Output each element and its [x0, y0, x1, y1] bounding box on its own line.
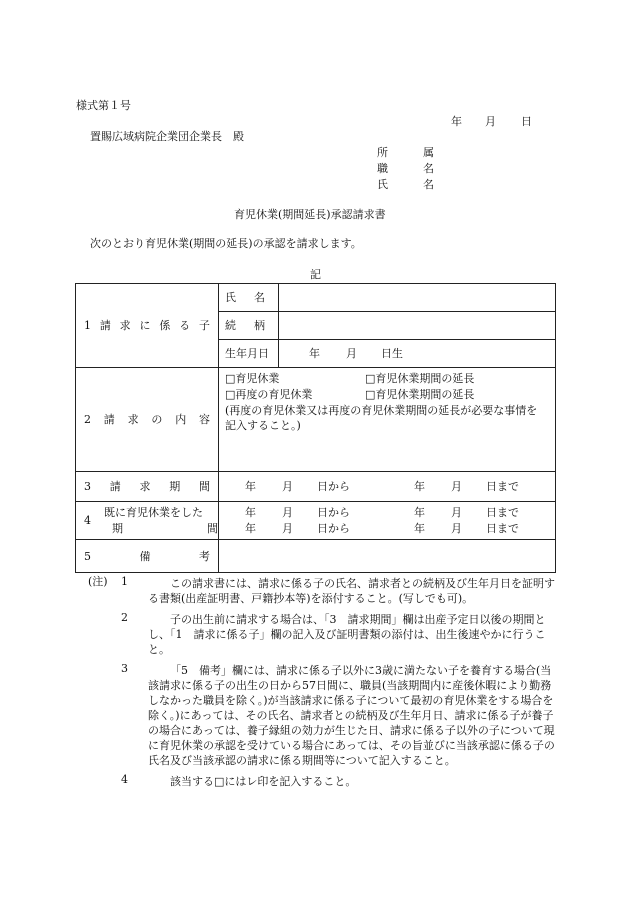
- child-label: 1 請 求 に 係 る 子: [84, 319, 210, 332]
- request-table: [75, 283, 556, 573]
- purpose-label-cell: [76, 368, 219, 472]
- child-birth-label: 生年月日: [219, 340, 279, 368]
- form-number: 様式第１号: [76, 99, 131, 112]
- option-extension[interactable]: □育児休業期間の延長: [365, 372, 475, 385]
- date-year: 年: [451, 115, 462, 128]
- child-birth-field[interactable]: 年 月 日生: [279, 340, 556, 368]
- remarks-label: 5 備 考: [84, 549, 210, 563]
- child-name-field[interactable]: [279, 284, 556, 312]
- child-relation-label: 続 柄: [219, 312, 279, 340]
- remarks-field[interactable]: [219, 540, 556, 573]
- date-line: [451, 115, 532, 128]
- prior-field[interactable]: 年 月 日から 年 月 日まで 年 月 日から 年 月 日まで: [219, 502, 556, 540]
- period-label: 3 請 求 期 間: [84, 480, 210, 493]
- prior-label-cell: [76, 502, 219, 540]
- note-item: 3 「5 備考」欄には、請求に係る子以外に3歳に満たない子を養育する場合(当該請求に係る子の出生の日から57日間に、職員(当該期間内に産後休暇により勤務しなかった職員を除く。)が当該請求に係る子について最初の育児休業をする場合を除く。)にあっては、その氏名、請求者との続柄及び生年月日、請求に係る子が養子の場合にあっては、養子縁組の効力が生じた日、請求に係る子以外の子について現に育児休業の承認を受けている場合にあっては、その旨並びに当該承認に係る子の氏名及び当該承認の請求に係る期間等について記入すること。: [121, 662, 555, 767]
- prior-label-line1: 既に育児休業をした: [104, 506, 203, 519]
- document-title: 育児休業(期間延長)承認請求書: [234, 208, 386, 221]
- purpose-note: (再度の育児休業又は再度の育児休業期間の延長が必要な事情を記入すること。): [225, 404, 538, 432]
- period-label-cell: [76, 472, 219, 502]
- note-item: (注) 1 この請求書には、請求に係る子の氏名、請求者との続柄及び生年月日を証明する書類(出産証明書、戸籍抄本等)を添付すること。(写しでも可)。: [88, 575, 555, 605]
- note-item: 4 該当する□にはレ印を記入すること。: [121, 773, 357, 788]
- applicant-position: 職 名: [377, 162, 434, 175]
- purpose-field: [219, 368, 556, 472]
- intro-text: 次のとおり育児休業(期間の延長)の承認を請求します。: [90, 237, 362, 250]
- prior-label-line2: 期 間: [112, 522, 218, 535]
- addressee: 置賜広域病院企業団企業長 殿: [90, 130, 244, 143]
- child-relation-field[interactable]: [279, 312, 556, 340]
- child-name-label: 氏 名: [219, 284, 279, 312]
- child-label-cell: [76, 284, 219, 368]
- ki-heading: 記: [310, 268, 321, 281]
- option-repeat-leave[interactable]: □再度の育児休業: [225, 388, 313, 401]
- purpose-label: 2 請 求 の 内 容: [84, 413, 210, 426]
- date-month: 月: [485, 115, 496, 128]
- prior-label-num: 4: [84, 514, 91, 527]
- option-childcare-leave[interactable]: □育児休業: [225, 372, 280, 385]
- option-repeat-extension[interactable]: □育児休業期間の延長: [365, 388, 475, 401]
- period-field[interactable]: 年 月 日から 年 月 日まで: [219, 472, 556, 502]
- note-item: 2 子の出生前に請求する場合は、「3 請求期間」欄は出産予定日以後の期間とし、「1 請求に係る子」欄の記入及び証明書類の添付は、出生後速やかに行うこと。: [121, 611, 546, 656]
- applicant-affiliation: 所 属: [377, 146, 434, 159]
- date-day: 日: [521, 115, 532, 128]
- remarks-label-cell: [76, 540, 219, 573]
- notes-label: (注): [88, 575, 108, 588]
- applicant-name: 氏 名: [377, 178, 434, 191]
- notes-section: [88, 576, 558, 795]
